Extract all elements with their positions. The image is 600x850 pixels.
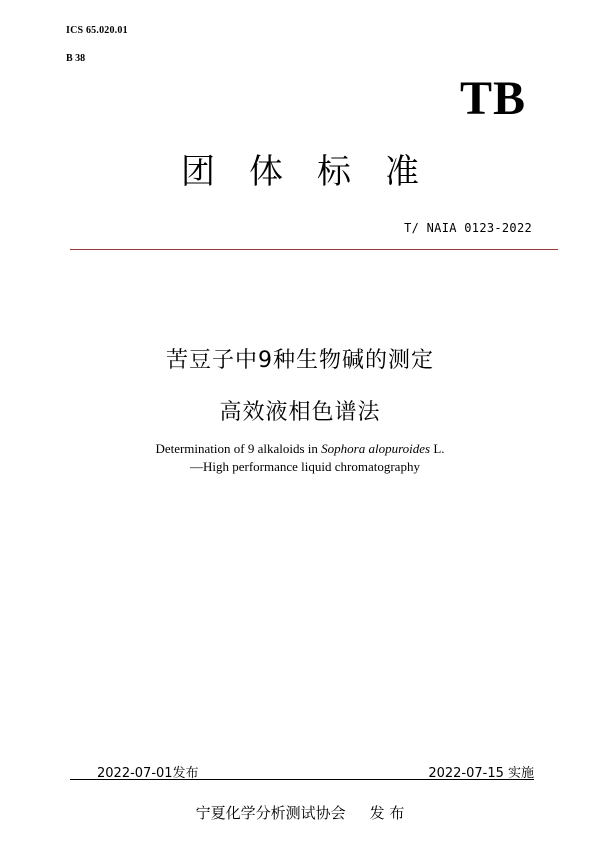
publisher-action: 发 布: [369, 804, 405, 822]
bottom-divider: [70, 779, 534, 780]
title-english-suffix: L.: [430, 441, 445, 456]
top-divider: [70, 249, 558, 250]
publisher-name: 宁夏化学分析测试协会: [195, 804, 346, 822]
standard-logo: TB: [459, 72, 526, 125]
standard-type-heading: 团体标准: [181, 152, 453, 192]
title-english-prefix: Determination of 9 alkaloids in: [155, 441, 322, 456]
title-english-line1: [0, 441, 600, 457]
publisher-line: [0, 802, 600, 823]
implementation-date: 2022-07-15 实施: [428, 766, 534, 781]
title-chinese-line1: 苦豆子中9种生物碱的测定: [166, 348, 434, 373]
standard-number: T/ NAIA 0123-2022: [404, 221, 532, 235]
title-english-species: Sophora alopuroides: [321, 441, 431, 456]
issue-date: 2022-07-01发布: [97, 766, 199, 781]
ccs-code: B 38: [66, 53, 86, 64]
ics-code: ICS 65.020.01: [66, 25, 128, 36]
title-chinese-line2: 高效液相色谱法: [219, 400, 381, 425]
title-english-line2: —High performance liquid chromatography: [190, 459, 420, 474]
